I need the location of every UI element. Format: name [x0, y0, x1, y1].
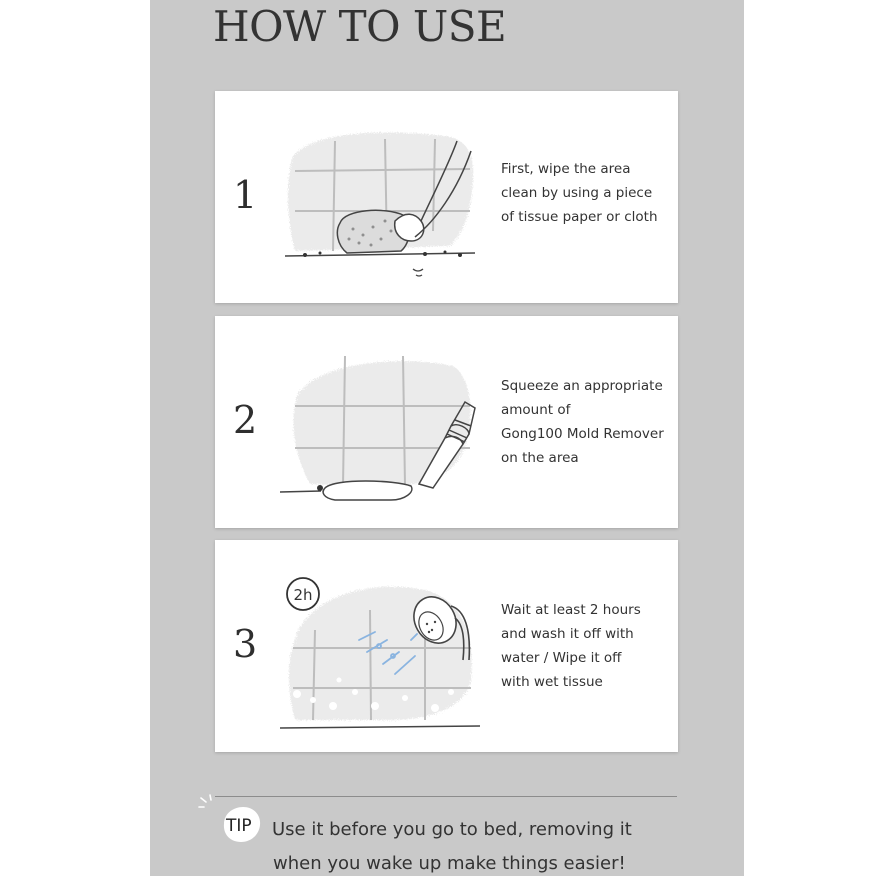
step-description [501, 598, 673, 694]
step-card-3 [215, 540, 678, 752]
step-line: of tissue paper or cloth [501, 209, 658, 225]
step-line: Wait at least 2 hours [501, 602, 641, 618]
step-card-1 [215, 91, 678, 303]
tip-label: TIP [226, 816, 252, 836]
step-line: Squeeze an appropriate [501, 378, 663, 394]
step-line: amount of [501, 402, 571, 418]
tip-line-2: when you wake up make things easier! [273, 853, 626, 874]
step-card-2 [215, 316, 678, 528]
tip-line-1: Use it before you go to bed, removing it [272, 819, 632, 840]
step-line: water / Wipe it off [501, 650, 622, 666]
tube-squeezing-gel-icon [275, 336, 495, 516]
tip-divider [215, 796, 677, 797]
step-line: First, wipe the area [501, 161, 631, 177]
step-line: on the area [501, 450, 579, 466]
step-line: clean by using a piece [501, 185, 653, 201]
step-line: and wash it off with [501, 626, 634, 642]
page-title: HOW TO USE [213, 2, 507, 51]
hand-wiping-tiles-icon [275, 111, 495, 291]
step-number: 2 [233, 398, 258, 442]
step-line: with wet tissue [501, 674, 603, 690]
shower-head-rinsing-icon [275, 560, 495, 740]
duration-badge: 2h [293, 586, 313, 604]
step-description [501, 157, 673, 229]
step-description [501, 374, 673, 470]
step-number: 3 [233, 622, 258, 666]
step-number: 1 [233, 173, 258, 217]
step-line: Gong100 Mold Remover [501, 426, 664, 442]
tip-message [268, 813, 688, 881]
